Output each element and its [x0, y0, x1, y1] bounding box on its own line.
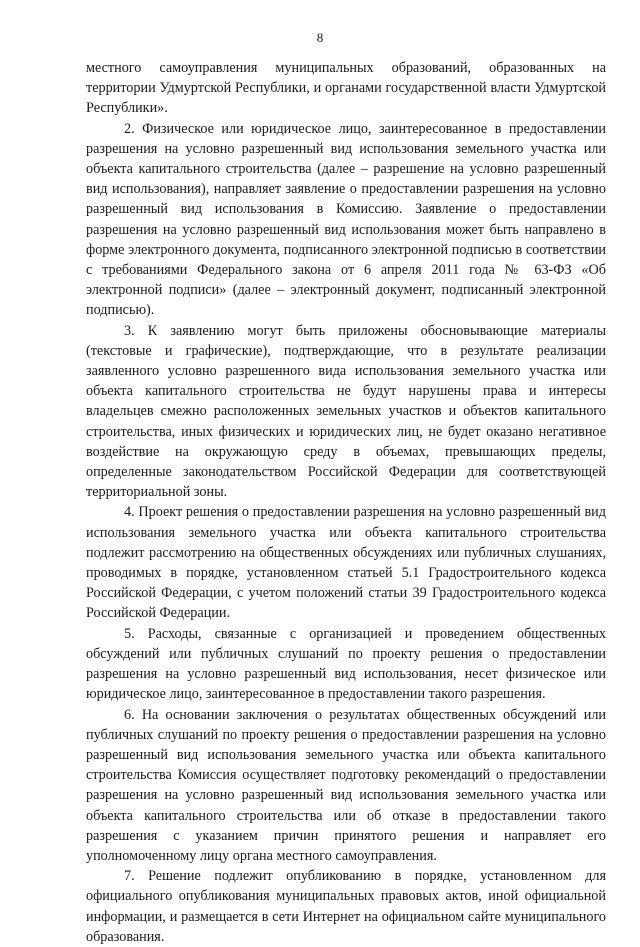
paragraph-item-6: 6. На основании заключения о результатах общественных обсуждений или публичных слушаний по проекту решения о предоставлении разрешения на условно разрешенный вид использования земельного участка или объекта капитального строительства Комиссия осуществляет подготовку рекомендаций о предоставлении разрешения на условно разрешенный вид использования земельного участка или объекта капитального строительства или об отказе в предоставлении такого разрешения с указанием причин принятого решения и направляет его уполномоченному лицу органа местного самоуправления.	[86, 706, 606, 864]
paragraph-item-2: 2. Физическое или юридическое лицо, заинтересованное в предоставлении разрешения на условно разрешенный вид использования земельного участка или объекта капитального строительства (далее – разрешение на условно разрешенный вид использования), направляет заявление о предоставлении разрешения на условно разрешенный вид использования в Комиссию. Заявление о предоставлении разрешения на условно разрешенный вид использования может быть направлено в форме электронного документа, подписанного электронной подписью в соответствии с требованиями Федерального закона от 6 апреля 2011 года № 63-ФЗ «Об электронной подписи» (далее – электронный документ, подписанный электронной подписью).	[86, 120, 606, 319]
paragraph-item-7: 7. Решение подлежит опубликованию в порядке, установленном для официального опубликования муниципальных правовых актов, иной официальной информации, и размещается в сети Интернет на официальном сайте муниципального образования.	[86, 868, 606, 945]
paragraph-item-3: 3. К заявлению могут быть приложены обосновывающие материалы (текстовые и графические), подтверждающие, что в результате реализации заявленного условно разрешенного вида использования земельного участка или объекта капитального строительства не будут нарушены права и интересы владельцев смежно расположенных земельных участков и объектов капитального строительства, иных физических и юридических лиц, не будет оказано негативное воздействие на окружающую среду в объемах, превышающих пределы, определенные законодательством Российской Федерации для соответствующей территориальной зоны.	[86, 322, 606, 501]
page-number: 8	[316, 30, 324, 45]
paragraph-item-4: 4. Проект решения о предоставлении разрешения на условно разрешенный вид использования земельного участка или объекта капитального строительства подлежит рассмотрению на общественных обсуждениях или публичных слушаниях, проводимых в порядке, установленном статьей 5.1 Градостроительного кодекса Российской Федерации, с учетом положений статьи 39 Градостроительного кодекса Российской Федерации.	[86, 504, 606, 622]
paragraph-continuation: местного самоуправления муниципальных образований, образованных на территории Удмуртской Республики, и органами государственной власти Удмуртской Республики».	[86, 60, 606, 117]
paragraph-item-5: 5. Расходы, связанные с организацией и проведением общественных обсуждений или публичных слушаний по проекту решения о предоставлении разрешения на условно разрешенный вид использования, несет физическое или юридическое лицо, заинтересованное в предоставлении такого разрешения.	[86, 625, 606, 703]
document-body	[86, 58, 606, 947]
